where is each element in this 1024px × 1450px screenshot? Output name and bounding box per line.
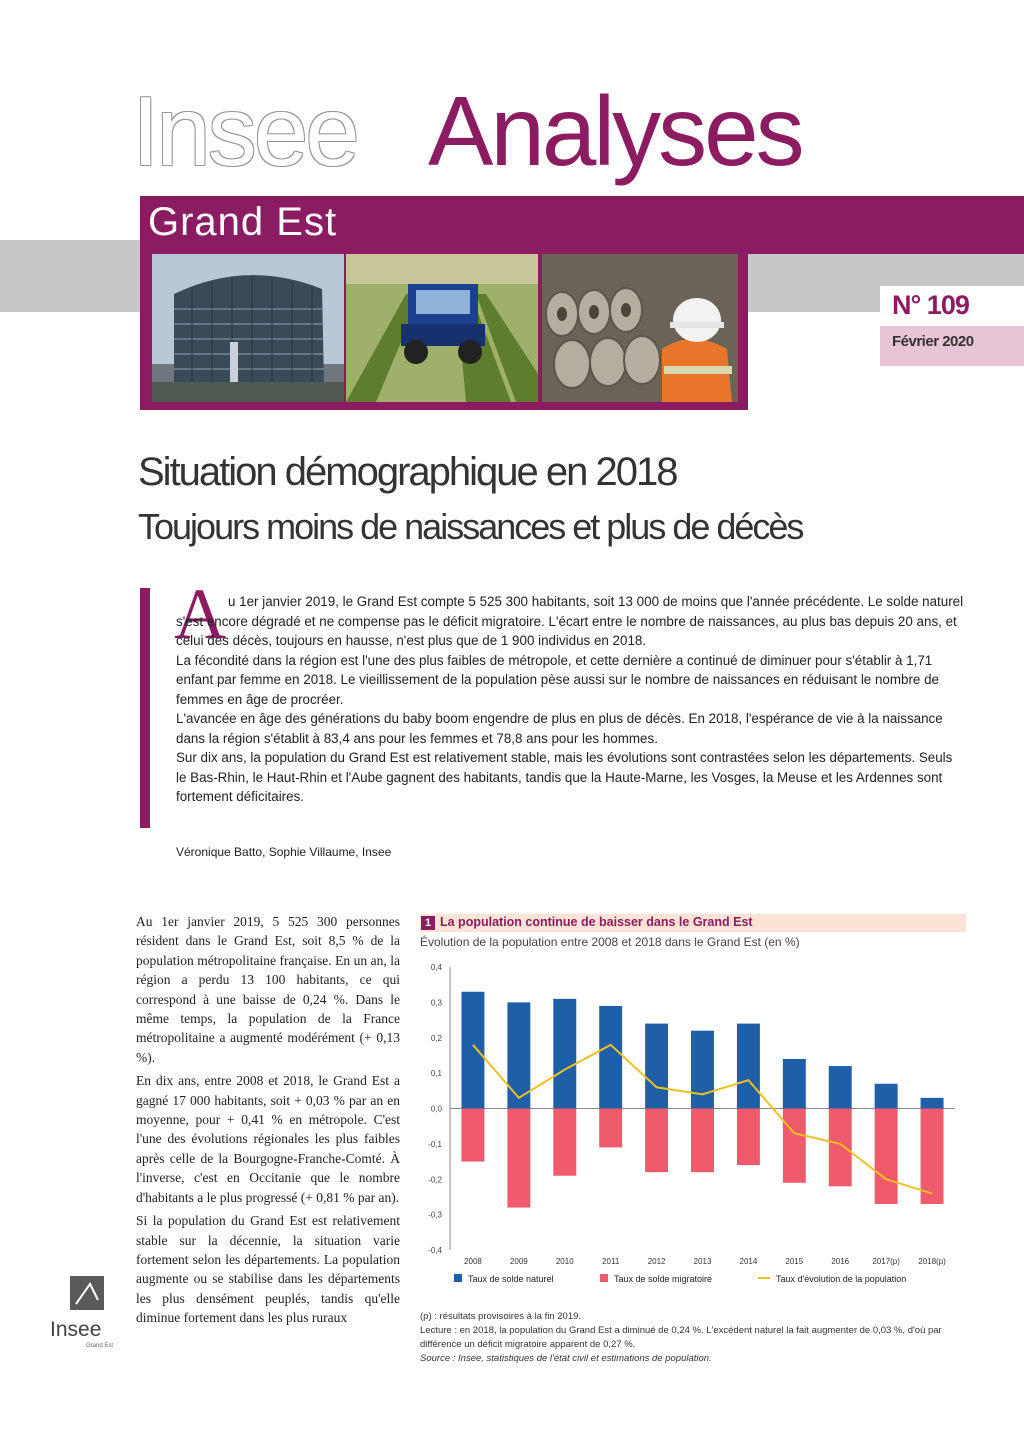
figure-note-reading: Lecture : en 2018, la population du Grand Est a diminué de 0,24 %. L'excédent naturel la fait augmenter de 0,03 %, d'où par différence un déficit migratoire apparent de 0,27 %. xyxy=(420,1325,942,1350)
photo-parliament xyxy=(152,254,344,402)
lead-paragraph: L'avancée en âge des générations du baby boom engendre de plus en plus de décès. En 2018, l'espérance de vie à la naissance dans la région s'établit à 83,4 ans pour les femmes et 78,8 ans pour les hommes. xyxy=(176,711,943,746)
figure-note-source: Source : Insee, statistiques de l'état civil et estimations de population. xyxy=(420,1353,712,1364)
series-title: Analyses xyxy=(428,76,802,186)
article-title: Situation démographique en 2018 xyxy=(138,450,677,494)
legend-label-solde-naturel: Taux de solde naturel xyxy=(468,1274,554,1284)
logo-sub: Grand Est xyxy=(86,1343,114,1349)
y-tick-label: 0,0 xyxy=(430,1104,442,1114)
bar-solde-naturel xyxy=(783,1059,806,1109)
bar-solde-migratoire xyxy=(553,1109,576,1176)
issue-date: Février 2020 xyxy=(892,333,974,350)
bar-solde-migratoire xyxy=(691,1109,714,1173)
legend-label-evolution: Taux d'évolution de la population xyxy=(776,1274,907,1284)
legend-label-solde-migratoire: Taux de solde migratoire xyxy=(614,1274,713,1284)
issue-number: N° 109 xyxy=(892,290,969,320)
legend-swatch-solde-naturel xyxy=(454,1274,462,1282)
article-subtitle: Toujours moins de naissances et plus de décès xyxy=(138,506,803,547)
lead-paragraph: Sur dix ans, la population du Grand Est est relativement stable, mais les évolutions sont contrastées selon les départements. Seuls le Bas-Rhin, le Haut-Rhin et l'Aube gagnent des habitants, tandis que la Haute-Marne, les Vosges, la Meuse et les Ardennes sont fortement déficitaires. xyxy=(176,750,953,804)
x-tick-label: 2017(p) xyxy=(872,1257,900,1266)
bar-solde-naturel xyxy=(691,1031,714,1109)
figure-subtitle: Évolution de la population entre 2008 et 2018 dans le Grand Est (en %) xyxy=(420,935,800,949)
bar-solde-naturel xyxy=(599,1006,622,1109)
bar-solde-migratoire xyxy=(645,1109,668,1173)
x-tick-label: 2010 xyxy=(555,1257,574,1266)
population-chart xyxy=(410,955,970,1300)
bar-solde-migratoire xyxy=(829,1109,852,1187)
lead-text xyxy=(176,592,966,807)
y-tick-label: -0,2 xyxy=(428,1175,442,1185)
insee-logo xyxy=(46,1270,122,1350)
photo-tractor xyxy=(346,254,538,402)
y-tick-label: -0,3 xyxy=(428,1210,442,1220)
x-tick-label: 2014 xyxy=(739,1257,758,1266)
y-tick-label: 0,1 xyxy=(430,1069,442,1079)
y-tick-label: 0,4 xyxy=(430,963,442,972)
body-paragraph: En dix ans, entre 2008 et 2018, le Grand Est a gagné 17 000 habitants, soit + 0,03 % par an en moyenne, pour + 0,41 % en métropole. C'est l'une des évolutions régionales les plus faibles après celle de la Bourgogne-Franche-Comté. À l'inverse, c'est en Occitanie que le nombre d'habitants a le plus progressé (+ 0,81 % par an). xyxy=(136,1073,400,1205)
x-tick-label: 2012 xyxy=(647,1257,666,1266)
body-paragraph: Si la population du Grand Est est relativement stable sur la décennie, la situation varie fortement selon les départements. La population augmente ou se stabilise dans les départements les plus densément peuplés, tandis qu'elle diminue fortement dans les plus ruraux xyxy=(136,1213,400,1326)
x-tick-label: 2016 xyxy=(831,1257,850,1266)
figure-title: La population continue de baisser dans le Grand Est xyxy=(440,915,753,929)
x-tick-label: 2015 xyxy=(785,1257,804,1266)
bar-solde-migratoire xyxy=(507,1109,530,1208)
bar-solde-migratoire xyxy=(921,1109,944,1205)
bar-solde-naturel xyxy=(461,992,484,1109)
lead-accent-bar xyxy=(140,588,150,828)
x-tick-label: 2013 xyxy=(693,1257,712,1266)
insee-logo-mark xyxy=(46,1270,122,1350)
x-tick-label: 2009 xyxy=(509,1257,528,1266)
x-tick-label: 2018(p) xyxy=(918,1257,946,1266)
bar-solde-migratoire xyxy=(461,1109,484,1162)
bar-solde-migratoire xyxy=(599,1109,622,1148)
bar-solde-migratoire xyxy=(737,1109,760,1166)
bar-solde-migratoire xyxy=(875,1109,898,1205)
bar-solde-migratoire xyxy=(783,1109,806,1183)
y-tick-label: -0,1 xyxy=(428,1139,442,1149)
bar-solde-naturel xyxy=(553,999,576,1109)
logo-name: Insee xyxy=(50,1318,102,1341)
brand-title: Insee xyxy=(132,76,357,186)
figure-notes xyxy=(420,1310,980,1366)
region-name: Grand Est xyxy=(148,200,338,244)
y-tick-label: 0,3 xyxy=(430,998,442,1008)
lead-paragraph: La fécondité dans la région est l'une des plus faibles de métropole, et cette dernière a continué de diminuer pour s'établir à 1,71 enfant par femme en 2018. Le vieillissement de la population pèse aussi sur le nombre de naissances en réduisant le nombre de femmes en âge de procréer. xyxy=(176,652,939,707)
bar-solde-naturel xyxy=(737,1024,760,1109)
bar-solde-naturel xyxy=(921,1098,944,1109)
y-tick-label: -0,4 xyxy=(428,1246,442,1255)
body-paragraph: Au 1er janvier 2019, 5 525 300 personnes résident dans le Grand Est, soit 8,5 % de la population métropolitaine française. En un an, la région a perdu 13 100 habitants, ce qui correspond à une baisse de 0,24 %. Dans le même temps, la population de la France métropolitaine a augmenté modérément (+ 0,13 %). xyxy=(136,914,400,1065)
bar-solde-naturel xyxy=(829,1066,852,1108)
figure-note-provisional: (p) : résultats provisoires à la fin 2019. xyxy=(420,1311,582,1322)
photo-steel-coils xyxy=(542,254,738,402)
lead-dropcap: A xyxy=(174,574,226,654)
y-tick-label: 0,2 xyxy=(430,1033,442,1043)
body-column xyxy=(136,912,400,1332)
bar-solde-naturel xyxy=(875,1084,898,1109)
authors: Véronique Batto, Sophie Villaume, Insee xyxy=(176,845,392,859)
legend-swatch-solde-migratoire xyxy=(600,1274,608,1282)
figure-number: 1 xyxy=(421,916,435,930)
bar-solde-naturel xyxy=(645,1024,668,1109)
x-tick-label: 2011 xyxy=(602,1257,620,1266)
x-tick-label: 2008 xyxy=(464,1257,482,1266)
lead-paragraph: u 1er janvier 2019, le Grand Est compte 5 525 300 habitants, soit 13 000 de moins que l'année précédente. Le solde naturel s'est encore dégradé et ne compense pas le déficit migratoire. L'écart entre le nombre de naissances, au plus bas depuis 20 ans, et celui des décès, toujours en hausse, n'est plus que de 1 900 individus en 2018. xyxy=(176,594,964,648)
